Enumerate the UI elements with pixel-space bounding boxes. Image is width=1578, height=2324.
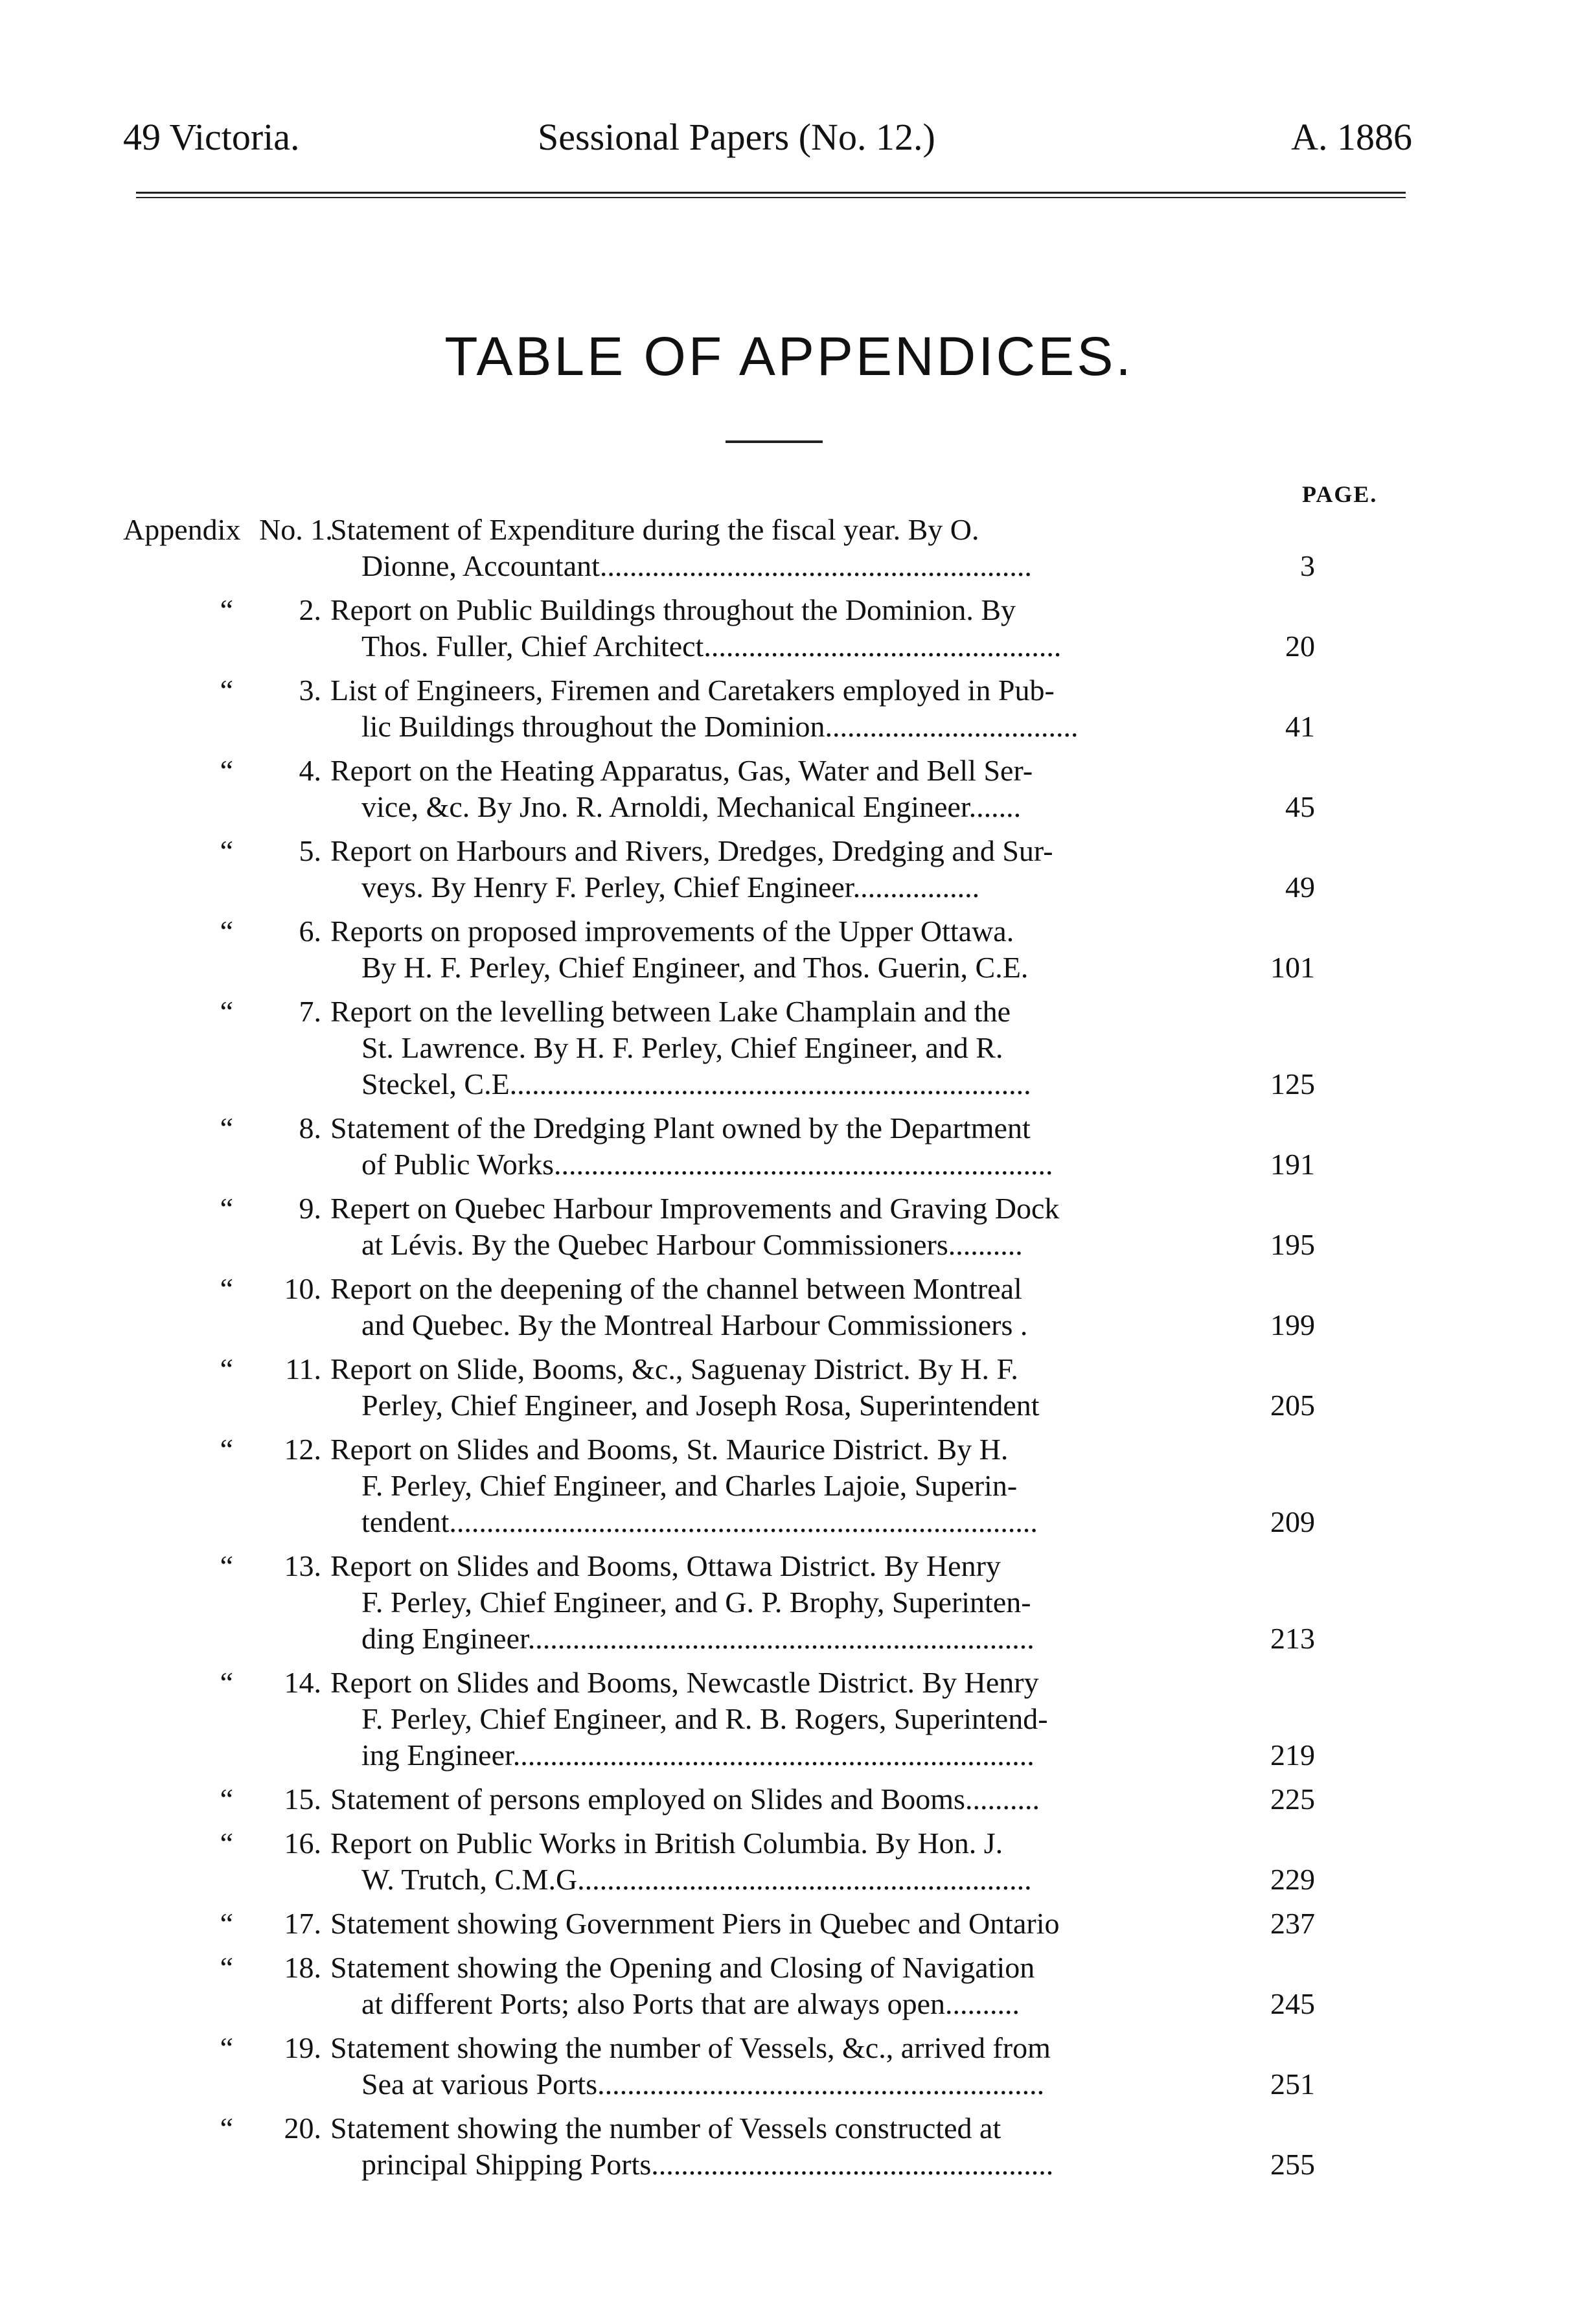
- appendix-number: 13.: [284, 1549, 321, 1582]
- appendix-title: [330, 512, 1244, 584]
- appendix-number: 3.: [299, 674, 321, 707]
- appendix-number: 17.: [284, 1907, 321, 1940]
- appendix-title-line: Report on Slides and Booms, Ottawa District. By Henry: [330, 1549, 1001, 1582]
- appendix-entry: [123, 512, 1451, 584]
- ditto-mark: “: [220, 674, 233, 707]
- appendix-title-line: ding Engineer....................................................................: [361, 1622, 1035, 1655]
- appendix-entry: [123, 592, 1451, 665]
- appendix-title-line: Report on Slide, Booms, &c., Saguenay District. By H. F.: [330, 1352, 1018, 1385]
- appendix-entry: [123, 1781, 1451, 1817]
- appendix-title: [330, 913, 1244, 986]
- appendix-number: 16.: [284, 1827, 321, 1860]
- appendix-page-number: 20: [1285, 630, 1315, 663]
- appendix-title: [330, 753, 1244, 825]
- appendix-number: 9.: [299, 1192, 321, 1225]
- header-rule-secondary: [136, 197, 1406, 198]
- appendix-title: [330, 672, 1244, 745]
- appendix-number: 12.: [284, 1433, 321, 1466]
- appendix-page-number: 229: [1270, 1863, 1315, 1896]
- appendix-number: 6.: [299, 915, 321, 948]
- appendix-page-number: 195: [1270, 1228, 1315, 1261]
- appendix-title: [330, 2030, 1244, 2102]
- ditto-mark: “: [220, 1827, 233, 1860]
- appendix-number: 19.: [284, 2031, 321, 2064]
- appendix-title-line: Statement of persons employed on Slides and Booms..........: [330, 1783, 1040, 1816]
- appendix-entry: [123, 1950, 1451, 2022]
- appendix-title: [330, 1781, 1244, 1817]
- header-left: 49 Victoria.: [123, 116, 300, 158]
- appendix-entry: [123, 1906, 1451, 1942]
- appendix-number: 2.: [299, 593, 321, 626]
- ditto-mark: “: [220, 1192, 233, 1225]
- appendix-title-line: Statement showing the Opening and Closing of Navigation: [330, 1951, 1035, 1984]
- appendix-number: 7.: [299, 995, 321, 1028]
- ditto-mark: “: [220, 593, 233, 626]
- appendix-title-line: F. Perley, Chief Engineer, and Charles Lajoie, Superin-: [361, 1469, 1018, 1502]
- appendix-title-line: St. Lawrence. By H. F. Perley, Chief Engineer, and R.: [361, 1031, 1003, 1064]
- header-rule: [136, 192, 1406, 194]
- appendix-title: [330, 994, 1244, 1102]
- appendix-title-line: and Quebec. By the Montreal Harbour Commissioners .: [361, 1308, 1028, 1341]
- appendix-title: [330, 1548, 1244, 1657]
- appendix-title-line: Dionne, Accountant..........................................................: [361, 549, 1032, 582]
- appendix-entry: [123, 1548, 1451, 1657]
- appendix-title-line: Statement of the Dredging Plant owned by the Department: [330, 1111, 1031, 1145]
- appendix-entry: [123, 1110, 1451, 1183]
- appendix-title-line: Report on the levelling between Lake Champlain and the: [330, 995, 1011, 1028]
- appendix-entry: [123, 753, 1451, 825]
- appendix-page-number: 3: [1300, 549, 1315, 582]
- appendix-title: [330, 1665, 1244, 1773]
- appendix-number: 14.: [284, 1666, 321, 1699]
- ditto-mark: “: [220, 1666, 233, 1699]
- appendix-title: [330, 1431, 1244, 1540]
- appendix-title: [330, 1190, 1244, 1263]
- appendix-title-line: lic Buildings throughout the Dominion..................................: [361, 710, 1079, 743]
- appendix-entry: [123, 2110, 1451, 2183]
- ditto-mark: “: [220, 2031, 233, 2064]
- header-center: Sessional Papers (No. 12.): [538, 116, 935, 158]
- ditto-mark: “: [220, 1111, 233, 1145]
- appendix-title-line: Report on Public Works in British Columbia. By Hon. J.: [330, 1827, 1003, 1860]
- appendix-title-line: Steckel, C.E......................................................................: [361, 1067, 1031, 1100]
- appendix-title-line: principal Shipping Ports......................................................: [361, 2148, 1054, 2181]
- appendix-page-number: 45: [1285, 790, 1315, 823]
- running-head: [123, 111, 1412, 163]
- ditto-mark: “: [220, 1433, 233, 1466]
- appendix-title: [330, 592, 1244, 665]
- appendix-title-line: Reports on proposed improvements of the Upper Ottawa.: [330, 915, 1014, 948]
- appendix-number: No. 1.: [259, 513, 333, 546]
- appendix-title: [330, 1271, 1244, 1343]
- ditto-mark: “: [220, 1951, 233, 1984]
- appendix-title-line: W. Trutch, C.M.G.............................................................: [361, 1863, 1032, 1896]
- title-rule: [726, 440, 823, 443]
- appendix-title: [330, 1906, 1244, 1942]
- appendix-title-line: ing Engineer......................................................................: [361, 1738, 1035, 1771]
- ditto-mark: “: [220, 1907, 233, 1940]
- appendix-page-number: 225: [1270, 1783, 1315, 1816]
- appendix-page-number: 245: [1270, 1987, 1315, 2020]
- page-title: TABLE OF APPENDICES.: [444, 326, 1134, 387]
- appendix-title: [330, 1950, 1244, 2022]
- appendix-page-number: 237: [1270, 1907, 1315, 1940]
- appendix-title-line: vice, &c. By Jno. R. Arnoldi, Mechanical Engineer.......: [361, 790, 1022, 823]
- appendix-title: [330, 2110, 1244, 2183]
- appendix-number: 20.: [284, 2112, 321, 2145]
- appendix-title-line: at Lévis. By the Quebec Harbour Commissioners..........: [361, 1228, 1023, 1261]
- appendix-title-line: of Public Works...................................................................: [361, 1148, 1053, 1181]
- appendix-number: 10.: [284, 1272, 321, 1305]
- appendix-entry: [123, 1665, 1451, 1773]
- appendix-page-number: 191: [1270, 1148, 1315, 1181]
- appendix-entry: [123, 913, 1451, 986]
- appendix-title-line: Report on Slides and Booms, St. Maurice District. By H.: [330, 1433, 1009, 1466]
- appendix-title-line: Statement of Expenditure during the fiscal year. By O.: [330, 513, 979, 546]
- appendix-title-line: Thos. Fuller, Chief Architect................................................: [361, 630, 1062, 663]
- ditto-mark: “: [220, 1783, 233, 1816]
- appendix-title-line: Statement showing the number of Vessels constructed at: [330, 2112, 1001, 2145]
- appendix-title-line: Report on Harbours and Rivers, Dredges, Dredging and Sur-: [330, 834, 1053, 867]
- appendix-page-number: 125: [1270, 1067, 1315, 1100]
- ditto-mark: “: [220, 1352, 233, 1385]
- appendix-page-number: 213: [1270, 1622, 1315, 1655]
- header-right: A. 1886: [1291, 116, 1412, 158]
- ditto-mark: “: [220, 915, 233, 948]
- ditto-mark: “: [220, 754, 233, 787]
- appendix-page-number: 255: [1270, 2148, 1315, 2181]
- appendix-label: Appendix: [123, 513, 241, 546]
- ditto-mark: “: [220, 2112, 233, 2145]
- appendix-page-number: 205: [1270, 1389, 1315, 1422]
- appendix-title-line: at different Ports; also Ports that are always open..........: [361, 1987, 1020, 2020]
- appendix-title-line: F. Perley, Chief Engineer, and R. B. Rogers, Superintend-: [361, 1702, 1048, 1735]
- appendix-title-line: Report on the deepening of the channel between Montreal: [330, 1272, 1022, 1305]
- appendix-title-line: Report on Public Buildings throughout the Dominion. By: [330, 593, 1016, 626]
- appendix-entry: [123, 2030, 1451, 2102]
- appendix-title-line: Perley, Chief Engineer, and Joseph Rosa, Superintendent: [361, 1389, 1040, 1422]
- appendix-title-line: List of Engineers, Firemen and Caretakers employed in Pub-: [330, 674, 1055, 707]
- appendix-page-number: 199: [1270, 1308, 1315, 1341]
- ditto-mark: “: [220, 995, 233, 1028]
- appendix-title: [330, 833, 1244, 906]
- appendix-title: [330, 1110, 1244, 1183]
- appendix-page-number: 209: [1270, 1505, 1315, 1538]
- appendix-title-line: veys. By Henry F. Perley, Chief Engineer.................: [361, 871, 980, 904]
- ditto-mark: “: [220, 1549, 233, 1582]
- appendix-title-line: Report on the Heating Apparatus, Gas, Water and Bell Ser-: [330, 754, 1033, 787]
- appendix-page-number: 49: [1285, 871, 1315, 904]
- appendix-title-line: Statement showing the number of Vessels, &c., arrived from: [330, 2031, 1051, 2064]
- appendix-page-number: 41: [1285, 710, 1315, 743]
- appendix-number: 18.: [284, 1951, 321, 1984]
- appendix-title: [330, 1351, 1244, 1424]
- appendix-title: [330, 1825, 1244, 1898]
- appendix-entry: [123, 1190, 1451, 1263]
- appendix-list: [123, 512, 1451, 2191]
- appendix-entry: [123, 672, 1451, 745]
- appendix-number: 15.: [284, 1783, 321, 1816]
- appendix-title-line: tendent...............................................................................: [361, 1505, 1038, 1538]
- appendix-page-number: 101: [1270, 951, 1315, 984]
- appendix-entry: [123, 1271, 1451, 1343]
- appendix-title-line: Sea at various Ports............................................................: [361, 2068, 1045, 2101]
- appendix-entry: [123, 994, 1451, 1102]
- appendix-title-line: Statement showing Government Piers in Quebec and Ontario: [330, 1907, 1060, 1940]
- appendix-entry: [123, 1431, 1451, 1540]
- appendix-number: 11.: [285, 1352, 321, 1385]
- appendix-entry: [123, 833, 1451, 906]
- appendix-number: 4.: [299, 754, 321, 787]
- appendix-entry: [123, 1825, 1451, 1898]
- appendix-title-line: F. Perley, Chief Engineer, and G. P. Brophy, Superinten-: [361, 1586, 1031, 1619]
- appendix-page-number: 219: [1270, 1738, 1315, 1771]
- appendix-entry: [123, 1351, 1451, 1424]
- appendix-page-number: 251: [1270, 2068, 1315, 2101]
- appendix-number: 5.: [299, 834, 321, 867]
- ditto-mark: “: [220, 1272, 233, 1305]
- ditto-mark: “: [220, 834, 233, 867]
- appendix-number: 8.: [299, 1111, 321, 1145]
- appendix-title-line: Report on Slides and Booms, Newcastle District. By Henry: [330, 1666, 1039, 1699]
- page-column-label: PAGE.: [1302, 481, 1378, 507]
- appendix-title-line: Repert on Quebec Harbour Improvements and Graving Dock: [330, 1192, 1060, 1225]
- appendix-title-line: By H. F. Perley, Chief Engineer, and Thos. Guerin, C.E.: [361, 951, 1029, 984]
